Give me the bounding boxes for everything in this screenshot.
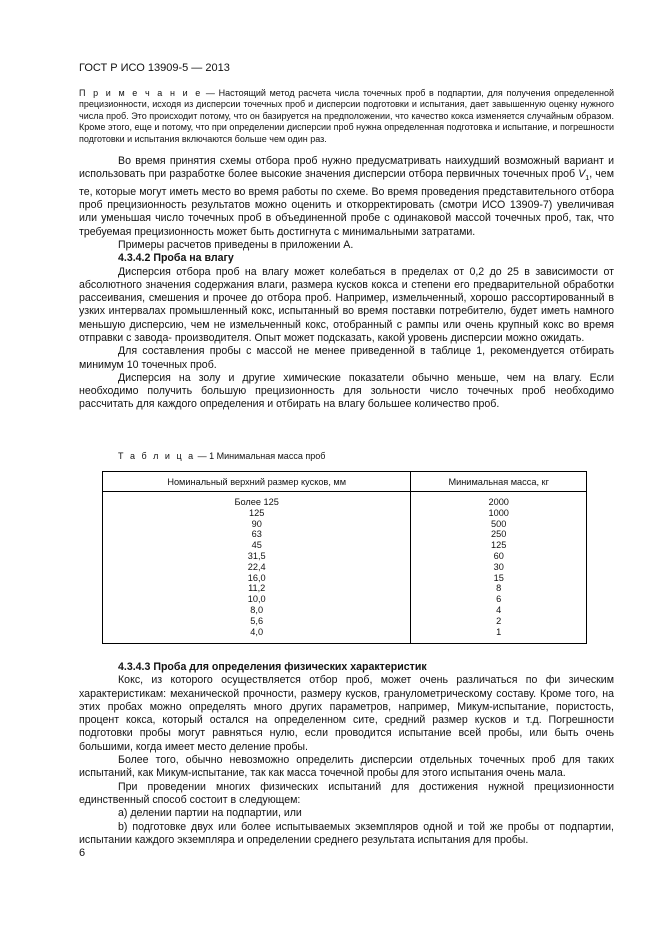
mass-cell: 1000 <box>488 507 509 518</box>
heading-physical-sample: 4.3.4.3 Проба для определения физических характеристик <box>118 661 427 673</box>
table-header-size: Номинальный верхний размер кусков, мм <box>103 472 411 492</box>
mass-cell: 30 <box>493 561 504 572</box>
mass-cell: 8 <box>496 583 502 594</box>
paragraph-moisture-variance: Дисперсия отбора проб на влагу может колебаться в пределах от 0,2 до 25 в зависимости от абсолютного значения содержания влаги, размера кусков кокса и степени его предварительной обработки рассеивания, смешения и прочее до отбора проб. Например, измельченный, хорошо рассортированный в узких интервалах промышленный кокс, испытанный во время поставки потребителю, будет иметь намного меньшую дисперсию, чем не измельченный кокс, отобранный с рампы или очень крупный кокс во время отправки с завода- производителя. Опыт может подсказать, какой уровень дисперсии можно ожидать. <box>79 265 614 344</box>
mass-cell: 2000 <box>488 497 509 507</box>
table-caption-label: Т а б л и ц а <box>118 451 196 461</box>
mass-cell: 6 <box>496 594 502 605</box>
table-caption <box>118 451 325 461</box>
size-cell: 125 <box>249 507 265 518</box>
size-cell: 63 <box>251 529 262 540</box>
mass-cell: 125 <box>491 540 507 551</box>
size-cell: 11,2 <box>248 583 266 594</box>
variance-subscript: 1 <box>585 175 590 183</box>
size-cell: 90 <box>251 518 262 529</box>
paragraph-only-way: При проведении многих физических испытаний для достижения нужной прецизионности единственный способ состоит в следующем: <box>79 780 614 806</box>
page-number: 6 <box>79 847 86 859</box>
size-cell: 45 <box>251 540 262 551</box>
para1-part-b: , чем те, которые могут иметь место во время работы по схеме. Во время проведения представительного отбора проб прецизионность результатов можно оценить и откорректировать (смотри ИСО 13909-7) увеличивая или уменьшая число точечных проб в объединенной пробе с одинаковой массой точечных проб, так, что требуемая прецизионность может быть достигнута с минимальными затратами. <box>79 168 614 238</box>
list-item-a: а) делении партии на подпартии, или <box>118 807 302 820</box>
main-text-top <box>79 88 614 412</box>
size-cell: 16,0 <box>247 572 266 583</box>
size-cell: 5,6 <box>250 615 264 626</box>
size-cell: Более 125 <box>234 497 279 507</box>
table-header-mass: Минимальная масса, кг <box>411 472 587 492</box>
mass-cell: 4 <box>496 604 502 615</box>
size-cell: 22,4 <box>247 561 266 572</box>
note-text: — Настоящий метод расчета числа точечных проб в подпартии, для получения определенной прецизионности, исходя из дисперсии точечных проб и дисперсии подготовки и испытания, дает завышенную оценку нужного числа проб. Это происходит потому, что он базируется на предположении, что качество кокса изменяется случайным образом. Кроме этого, еще и потому, что при определении дисперсии проб нужна определенная подготовка и испытание, и погрешности подготовки и испытания включаются больше чем один раз. <box>79 88 614 144</box>
paragraph-sampling-scheme <box>79 155 614 239</box>
table-caption-text: — 1 Минимальная масса проб <box>195 451 326 461</box>
size-cell: 31,5 <box>247 550 266 561</box>
mass-cell: 500 <box>491 518 507 529</box>
paragraph-ash-variance: Дисперсия на золу и другие химические показатели обычно меньше, чем на влагу. Если необходимо получить большую прецизионность для зольности число точечных проб необходимо рассчитать для каждого определения и отбирать на влагу большее количество проб. <box>79 371 614 411</box>
list-item-b: b) подготовке двух или более испытываемых экземпляров одной и той же пробы от подпартии, испытании каждого экземпляра и определении среднего результата испытания для пробы. <box>79 820 614 846</box>
size-cell: 10,0 <box>247 594 266 605</box>
paragraph-min-increments: Для составления пробы с массой не менее приведенной в таблице 1, рекомендуется отбирать минимум 10 точечных проб. <box>79 345 614 371</box>
mass-cell: 60 <box>493 550 504 561</box>
size-column <box>103 492 411 644</box>
mass-cell: 1 <box>496 626 502 637</box>
document-header: ГОСТ Р ИСО 13909-5 — 2013 <box>79 62 230 74</box>
heading-moisture-sample: 4.3.4.2 Проба на влагу <box>118 252 234 265</box>
mass-cell: 15 <box>493 572 504 583</box>
mass-cell: 250 <box>491 529 507 540</box>
mass-cell: 2 <box>496 615 502 626</box>
note <box>79 88 614 145</box>
main-text-bottom <box>79 661 614 847</box>
size-cell: 4,0 <box>250 626 264 637</box>
mass-column <box>411 492 587 644</box>
paragraph-examples: Примеры расчетов приведены в приложении А. <box>118 238 354 251</box>
para1-part-a: Во время принятия схемы отбора проб нужно предусматривать наихудший возможный вариант и использовать при разработке более высокие значения дисперсии отбора первичных точечных проб <box>79 155 614 181</box>
paragraph-micum: Более того, обычно невозможно определить дисперсии отдельных точечных проб для таких испытаний, как Микум-испытание, так как масса точечной пробы для этого испытания очень мала. <box>79 754 614 780</box>
note-label: П р и м е ч а н и е <box>79 88 203 98</box>
paragraph-physical-properties: Кокс, из которого осуществляется отбор проб, может очень различаться по фи зическим характеристикам: механической прочности, размеру кусков, гранулометрическому составу. Кроме того, на этих пробах можно определять много других параметров, например, Микум-испытание, пористость, процент кокса, который остался на определенном сите, средний размер кусков и т.д. Погрешности подготовки пробы могут равняться нулю, если проводится испытание всей пробы, или быть очень большими, когда имеет место деление пробы. <box>79 674 614 753</box>
variance-symbol: V <box>578 168 586 181</box>
min-mass-table <box>102 471 587 644</box>
size-cell: 8,0 <box>250 604 264 615</box>
